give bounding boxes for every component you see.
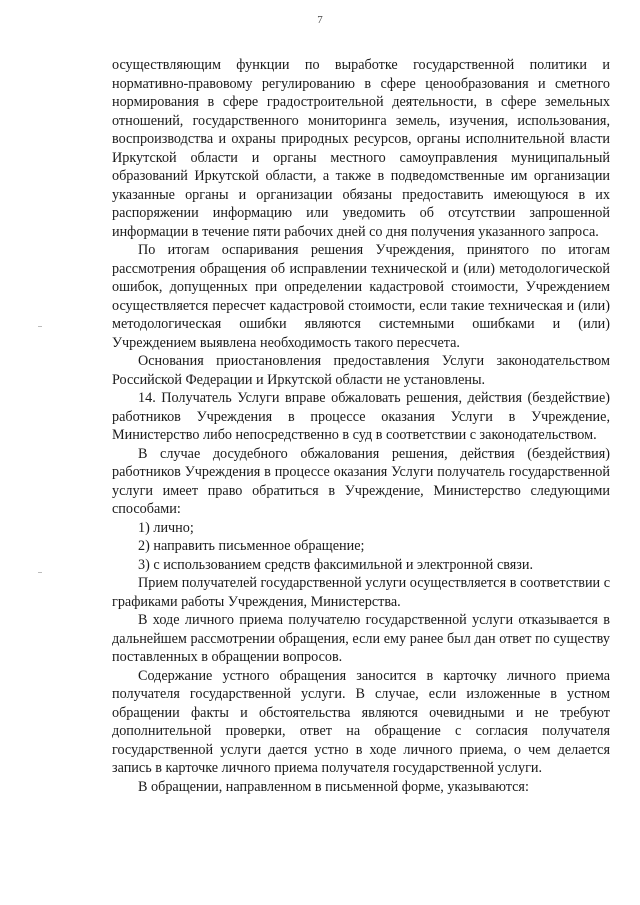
paragraph-reception: Прием получателей государственной услуги осуществляется в соответствии с графиками работы Учреждения, Министерства. bbox=[112, 575, 610, 610]
page-number: 7 bbox=[317, 14, 323, 26]
paragraph-continuation: осуществляющим функции по выработке государственной политики и нормативно-правовому регулированию в сфере ценообразования и сметного нормирования в сфере градостроительной деятельности, в сфере земельных отношений, государственного мониторинга земель, изучения, использования, воспроизводства и охраны природных ресурсов, органы исполнительной власти Иркутской области и органы местного самоуправления муниципальный образований Иркутской области, а также в подведомственные им организации указанные органы и организации обязаны предоставить имеющуюся в их распоряжении информацию или уведомить об отсутствии запрошенной информации в течение пяти рабочих дней со дня получения указанного запроса. bbox=[112, 57, 610, 240]
document-body bbox=[112, 56, 610, 796]
margin-mark bbox=[38, 326, 42, 327]
paragraph-refusal: В ходе личного приема получателю государственной услуги отказывается в дальнейшем рассмотрении обращения, если ему ранее был дан ответ по существу поставленных в обращении вопросов. bbox=[112, 612, 610, 665]
list-item: 3) с использованием средств факсимильной и электронной связи. bbox=[138, 556, 534, 573]
paragraph-pretrial: В случае досудебного обжалования решения, действия (бездействия) работников Учреждения в процессе оказания Услуги получатель государственной услуги имеет право обратиться в Учреждение, Министерство следующими способами: bbox=[112, 445, 610, 517]
paragraph-suspension: Основания приостановления предоставления Услуги законодательством Российской Федерации и Иркутской области не установлены. bbox=[112, 353, 610, 388]
paragraph-recalculation: По итогам оспаривания решения Учреждения, принятого по итогам рассмотрения обращения об исправлении технической и (или) методологической ошибок, допущенных при определении кадастровой стоимости, Учреждением осуществляется пересчет кадастровой стоимости, если такие техническая и (или) методологическая ошибки являются системными ошибками и (или) Учреждением выявлена необходимость такого пересчета. bbox=[112, 242, 610, 351]
paragraph-appeal: 14. Получатель Услуги вправе обжаловать решения, действия (бездействие) работников Учреждения в процессе оказания Услуги в Учреждение, Министерство либо непосредственно в суд в соответствии с законодательством. bbox=[112, 390, 610, 443]
list-item: 2) направить письменное обращение; bbox=[138, 538, 365, 554]
list-item: 1) лично; bbox=[138, 519, 194, 536]
paragraph-written: В обращении, направленном в письменной форме, указываются: bbox=[138, 778, 529, 795]
margin-mark bbox=[38, 572, 42, 573]
paragraph-oral: Содержание устного обращения заносится в карточку личного приема получателя государственной услуги. В случае, если изложенные в устном обращении факты и обстоятельства являются очевидными и не требуют дополнительной проверки, ответ на обращение с согласия получателя государственной услуги дается устно в ходе личного приема, о чем делается запись в карточке личного приема получателя государственной услуги. bbox=[112, 667, 610, 776]
